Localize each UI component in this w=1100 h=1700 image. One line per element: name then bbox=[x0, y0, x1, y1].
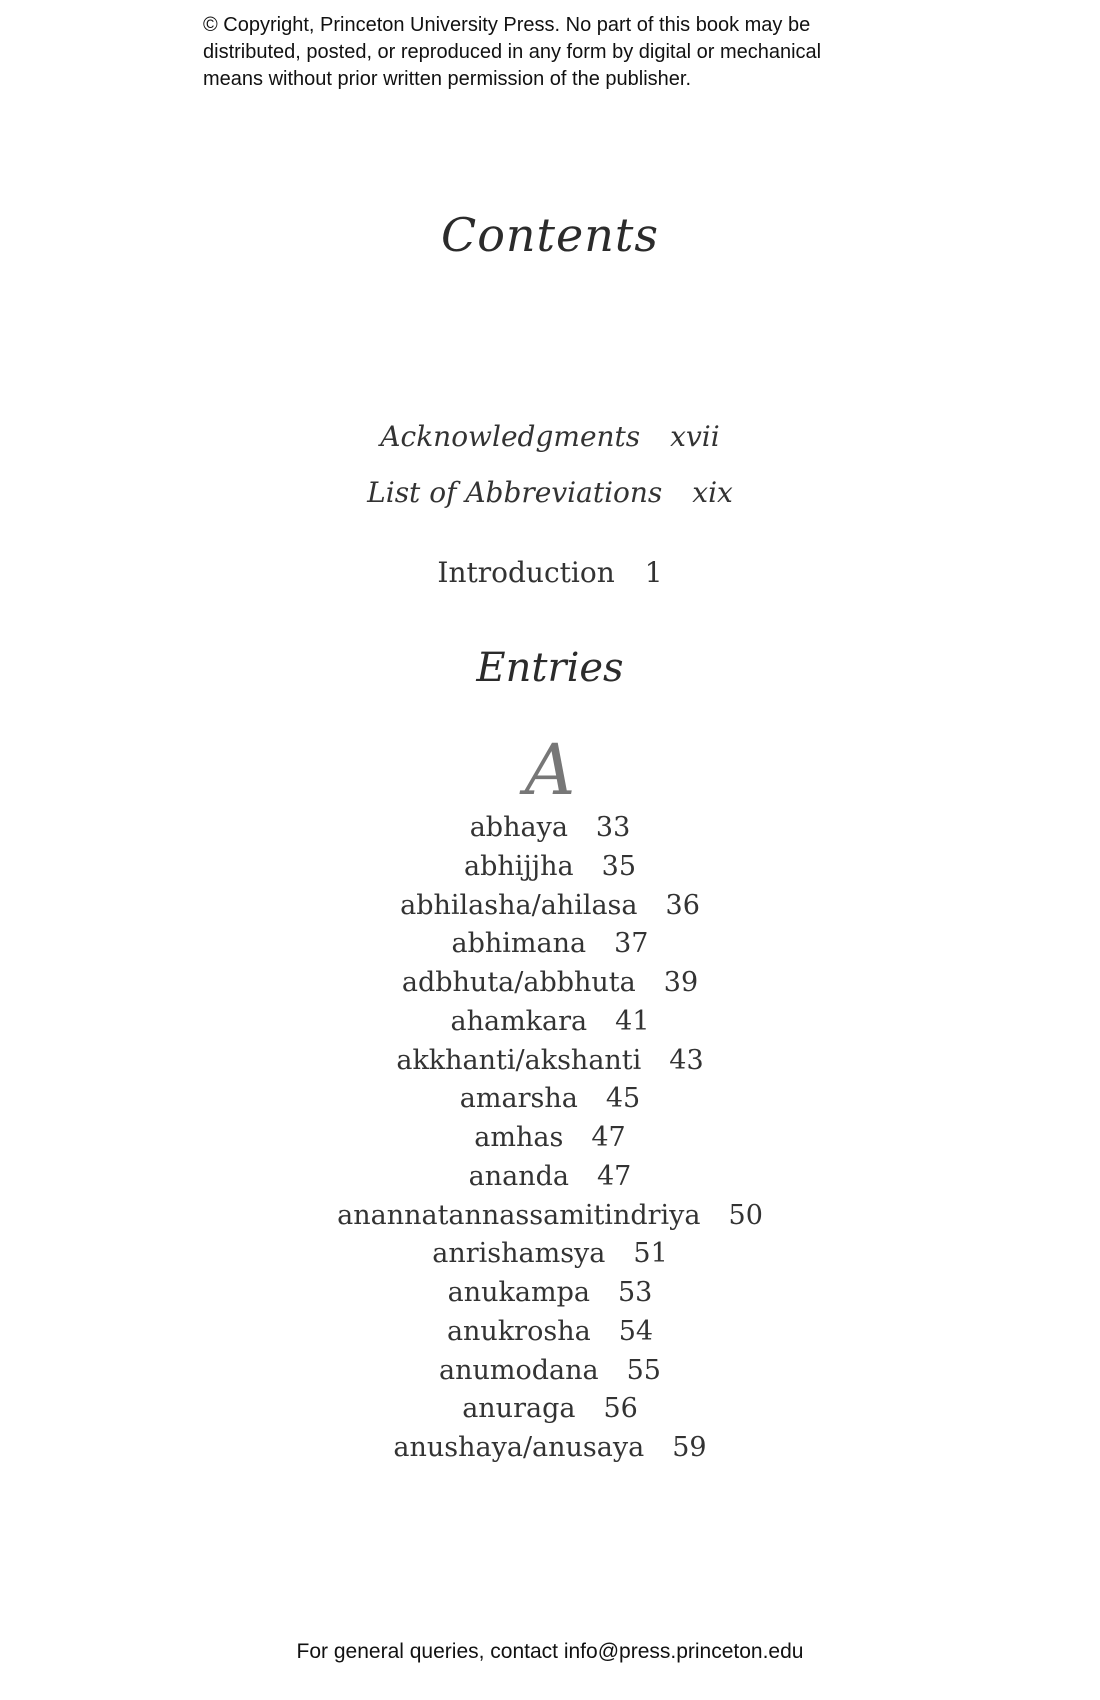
toc-entry[interactable] bbox=[0, 1235, 1100, 1274]
entry-term: anushaya/anusaya bbox=[393, 1432, 645, 1463]
entry-page-number: 50 bbox=[728, 1199, 763, 1231]
copyright-line: distributed, posted, or reproduced in any form by digital or mechanical bbox=[203, 41, 822, 63]
entry-term: abhaya bbox=[469, 812, 568, 843]
entry-term: anrishamsya bbox=[432, 1238, 606, 1270]
toc-entry[interactable] bbox=[0, 1429, 1100, 1468]
toc-entry[interactable] bbox=[0, 964, 1100, 1003]
entry-term: akkhanti/akshanti bbox=[396, 1044, 642, 1076]
entry-term: anukrosha bbox=[446, 1315, 591, 1347]
entries-list bbox=[0, 809, 1100, 1468]
toc-entry[interactable] bbox=[0, 1158, 1100, 1197]
toc-row-acknowledgments[interactable] bbox=[0, 420, 1100, 453]
toc-entry[interactable] bbox=[0, 1313, 1100, 1352]
toc-entry[interactable] bbox=[0, 925, 1100, 964]
contents-heading: Contents bbox=[441, 208, 659, 262]
toc-entry[interactable] bbox=[0, 1352, 1100, 1391]
entry-term: abhimana bbox=[451, 928, 587, 960]
entries-heading: Entries bbox=[476, 645, 624, 691]
entry-term: anannatannassamitindriya bbox=[337, 1199, 701, 1231]
toc-row-abbreviations[interactable] bbox=[0, 476, 1100, 509]
toc-page-number: xvii bbox=[670, 420, 720, 453]
entry-page-number: 59 bbox=[672, 1432, 707, 1463]
entry-term: anuraga bbox=[462, 1393, 576, 1425]
footer-contact: For general queries, contact info@press.princeton.edu bbox=[296, 1640, 804, 1663]
entry-page-number: 55 bbox=[626, 1354, 661, 1386]
entry-term: anumodana bbox=[439, 1354, 599, 1386]
entry-term: adbhuta/abbhuta bbox=[401, 967, 636, 998]
toc-entry[interactable] bbox=[0, 1042, 1100, 1081]
entry-term: amhas bbox=[474, 1122, 564, 1153]
section-letter: A bbox=[524, 729, 576, 811]
toc-label: Acknowledgments bbox=[380, 420, 641, 453]
entry-page-number: 53 bbox=[617, 1277, 653, 1308]
entry-term: anukampa bbox=[447, 1277, 590, 1308]
copyright-notice bbox=[203, 12, 923, 93]
toc-page-number: xix bbox=[692, 476, 733, 509]
entry-term: amarsha bbox=[459, 1083, 578, 1115]
entry-page-number: 33 bbox=[595, 812, 631, 843]
copyright-line: © Copyright, Princeton University Press. No part of this book may be bbox=[203, 14, 811, 36]
entry-page-number: 41 bbox=[615, 1005, 650, 1037]
toc-label: List of Abbreviations bbox=[367, 476, 663, 509]
entry-page-number: 43 bbox=[669, 1044, 704, 1076]
entry-term: ahamkara bbox=[450, 1005, 588, 1037]
entry-page-number: 47 bbox=[591, 1122, 626, 1153]
copyright-line: means without prior written permission of the publisher. bbox=[203, 68, 692, 90]
entry-page-number: 51 bbox=[633, 1238, 668, 1270]
entry-term: abhijjha bbox=[464, 850, 574, 882]
entry-page-number: 39 bbox=[663, 967, 699, 998]
toc-entry[interactable] bbox=[0, 1390, 1100, 1429]
toc-entry[interactable] bbox=[0, 1080, 1100, 1119]
toc-entry[interactable] bbox=[0, 1274, 1100, 1313]
toc-entry[interactable] bbox=[0, 848, 1100, 887]
toc-entry[interactable] bbox=[0, 1003, 1100, 1042]
toc-entry[interactable] bbox=[0, 1197, 1100, 1236]
entry-page-number: 47 bbox=[597, 1160, 632, 1192]
toc-entry[interactable] bbox=[0, 1119, 1100, 1158]
entry-term: ananda bbox=[468, 1160, 569, 1192]
entry-page-number: 56 bbox=[603, 1393, 638, 1425]
entry-page-number: 36 bbox=[665, 889, 700, 921]
toc-entry[interactable] bbox=[0, 809, 1100, 848]
entry-page-number: 54 bbox=[618, 1315, 654, 1347]
entry-page-number: 35 bbox=[601, 850, 636, 882]
entry-term: abhilasha/ahilasa bbox=[400, 889, 638, 921]
entry-page-number: 37 bbox=[614, 928, 649, 960]
toc-entry[interactable] bbox=[0, 887, 1100, 926]
toc-label: Introduction bbox=[437, 556, 615, 589]
toc-page-number: 1 bbox=[644, 556, 663, 589]
toc-row-introduction[interactable] bbox=[0, 556, 1100, 589]
entry-page-number: 45 bbox=[605, 1083, 641, 1115]
